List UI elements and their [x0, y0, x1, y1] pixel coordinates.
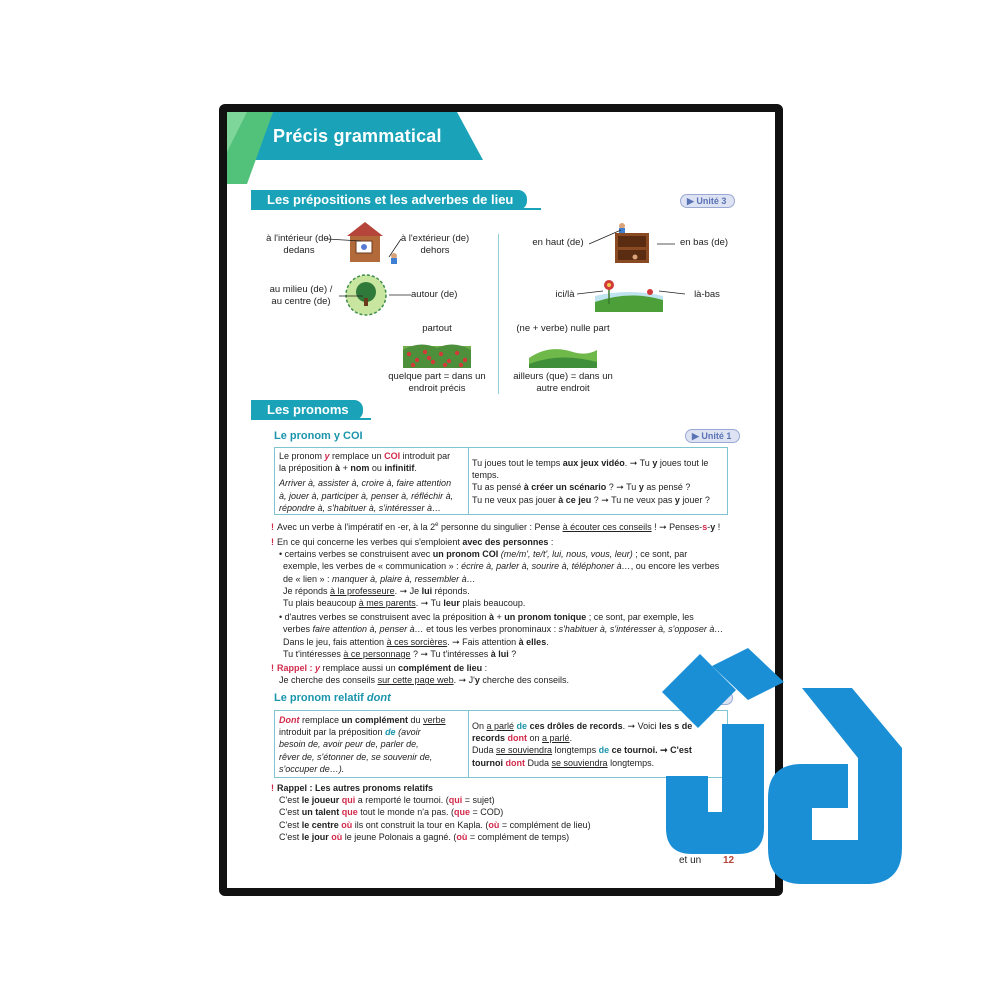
pointer-lines-shelf	[587, 224, 683, 254]
label-en-bas: en bas (de)	[679, 237, 729, 248]
label-ailleurs: ailleurs (que) = dans un autre endroit	[513, 371, 613, 394]
label-nulle-part: (ne + verbe) nulle part	[516, 323, 610, 334]
watermark-logo-icon	[652, 648, 912, 888]
unit-badge-1[interactable]: ▶ Unité 1	[685, 429, 740, 443]
label-quelque-part: quelque part = dans un endroit précis	[388, 371, 486, 394]
footer-text: et un	[679, 855, 702, 866]
empty-hills-illustration	[529, 340, 597, 368]
label-milieu: au milieu (de) / au centre (de)	[269, 284, 333, 307]
examples-dont: On a parlé de ces drôles de records. ➞ Voici les s de records dont on a parlé. Duda se souviendra longtemps de ce tournoi. ➞ C'est tournoi dont Duda se souviendra longtemps.	[472, 721, 693, 768]
rule-text-dont: Dont remplace un complément du verbe introduit par la préposition de (avoir besoin de, avoir peur de, parler de, rêver de, s'étonner de, se souvenir de, s'occuper de…).	[279, 715, 446, 774]
label-ici-la: ici/là	[555, 289, 575, 300]
section-underline	[251, 418, 371, 420]
label-exterieur: à l'extérieur (de) dehors	[400, 233, 470, 256]
heading-pronom-y: Le pronom y COI	[274, 430, 363, 442]
relative-pronouns-list: ! Rappel : Les autres pronoms relatifs C'est le joueur qui a remporté le tournoi. (qui = sujet) C'est un talent que tout le monde n'a pas. (que = COD) C'est le centre où ils ont construit la tour en Kapla. (où = complément de lieu) C'est le jour où le jeune Polonais a gagné. (où = complément de temps)	[271, 783, 591, 842]
flowers-everywhere-illustration	[403, 340, 471, 368]
pointer-lines-house	[327, 235, 517, 265]
unit-badge-3[interactable]: ▶ Unité 3	[680, 194, 735, 208]
label-la-bas: là-bas	[694, 289, 720, 300]
rule-box-separator	[468, 448, 469, 514]
section-header-prepositions: Les prépositions et les adverbes de lieu	[251, 190, 527, 210]
rule-text-y: Le pronom y remplace un COI introduit par la préposition à + nom ou infinitif. Arriver à, assister à, croire à, faire attention à, jouer à, participer à, penser à, réfléchir à, répondre à, s'habituer à, s'intéresser à…	[279, 451, 454, 513]
pointer-lines-tree	[335, 282, 415, 312]
label-autour: autour (de)	[411, 289, 458, 300]
label-en-haut: en haut (de)	[532, 237, 584, 248]
note-personnes: ! En ce qui concerne les verbes qui s'emploient avec des personnes : • certains verbes se construisent avec un pronom COI (me/m', te/t', lui, nous, vous, leur) ; ce sont, par exemple, les verbes de « communication » : écrire à, parler à, sourire à, téléphoner à…, ou encore les verbes de « lien » : manquer à, plaire à, ressembler à… Je réponds à la professeure. ➞ Je lui réponds. Tu plais beaucoup à mes parents. ➞ Tu leur plais beaucoup. • d'autres verbes se construisent avec la préposition à + un pronom tonique ; ce sont, par exemple, les verbes faire attention à, penser à… et tous les verbes pronominaux : s'habituer à, s'intéresser à, s'opposer à… Dans le jeu, fais attention à ces sorcières. ➞ Fais attention à elles. Tu t'intéresses à ce personnage ? ➞ Tu t'intéresses à lui ? ! Rappel : y remplace aussi un complément de lieu : Je cherche des conseils sur cette page web. ➞ J'y cherche des conseils.	[271, 537, 724, 686]
heading-pronom-dont: Le pronom relatif dont	[274, 692, 391, 704]
label-partout: partout	[422, 323, 452, 334]
label-interieur: à l'intérieur (de) dedans	[266, 233, 332, 256]
note-imperatif: ! Avec un verbe à l'impératif en -er, à la 2e personne du singulier : Pense à écouter ces conseils ! ➞ Penses-s-y !	[271, 522, 721, 532]
examples-y: Tu joues tout le temps aux jeux vidéo. ➞ Tu y joues tout le temps. Tu as pensé à créer un scénario ? ➞ Tu y as pensé ? Tu ne veux pas jouer à ce jeu ? ➞ Tu ne veux pas y jouer ?	[472, 458, 710, 505]
page-number: 12	[723, 855, 735, 866]
pointer-lines-landscape	[577, 287, 693, 303]
title-banner	[227, 112, 487, 184]
section-underline	[251, 208, 541, 210]
section-header-pronoms: Les pronoms	[251, 400, 363, 420]
page-title: Précis grammatical	[273, 126, 442, 146]
rule-box-separator	[468, 711, 469, 777]
